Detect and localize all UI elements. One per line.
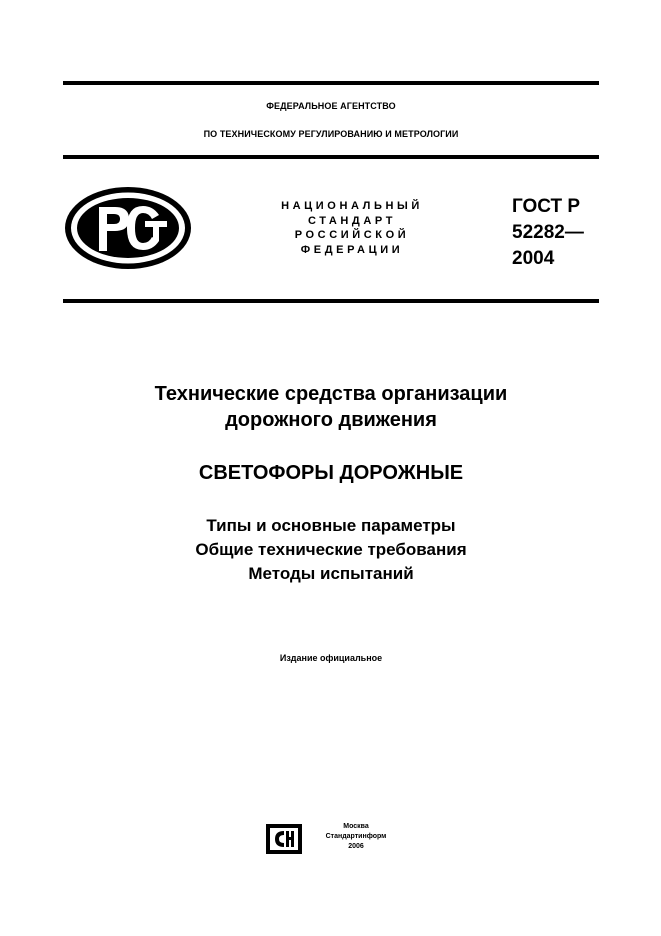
standard-type-line-3: РОССИЙСКОЙ [294,229,410,241]
publisher-city: Москва [343,823,369,830]
standard-type-line-2: СТАНДАРТ [307,214,397,227]
document-title [63,381,599,433]
document-subtitle [63,514,599,586]
publisher-year: 2006 [348,843,364,850]
publisher-info [306,822,406,852]
header-rule [63,155,599,159]
subtitle-line-3: Методы испытаний [248,564,414,583]
agency-line-1: ФЕДЕРАЛЬНОЕ АГЕНТСТВО [266,101,396,111]
designation-line-1: ГОСТ Р [512,196,581,217]
standard-type [262,199,442,257]
standard-type-line-1: НАЦИОНАЛЬНЫЙ [281,200,423,212]
standard-designation [512,194,602,272]
designation-line-3: 2004 [512,248,555,269]
publisher-name: Стандартинформ [325,833,387,840]
subtitle-line-2: Общие технические требования [195,540,467,559]
edition-note: Издание официальное [279,653,383,663]
document-main-title: СВЕТОФОРЫ ДОРОЖНЫЕ [198,462,464,484]
subtitle-line-1: Типы и основные параметры [206,516,456,535]
rst-certification-mark-icon [63,185,193,271]
title-line-2: дорожного движения [225,409,437,431]
designation-line-2: 52282— [512,222,584,243]
standartinform-logo-icon [266,822,304,856]
top-rule [63,81,599,85]
bottom-header-rule [63,299,599,303]
agency-line-2: ПО ТЕХНИЧЕСКОМУ РЕГУЛИРОВАНИЮ И МЕТРОЛОГИИ [203,129,459,139]
standard-type-line-4: ФЕДЕРАЦИИ [300,243,404,256]
title-line-1: Технические средства организации [154,383,508,405]
